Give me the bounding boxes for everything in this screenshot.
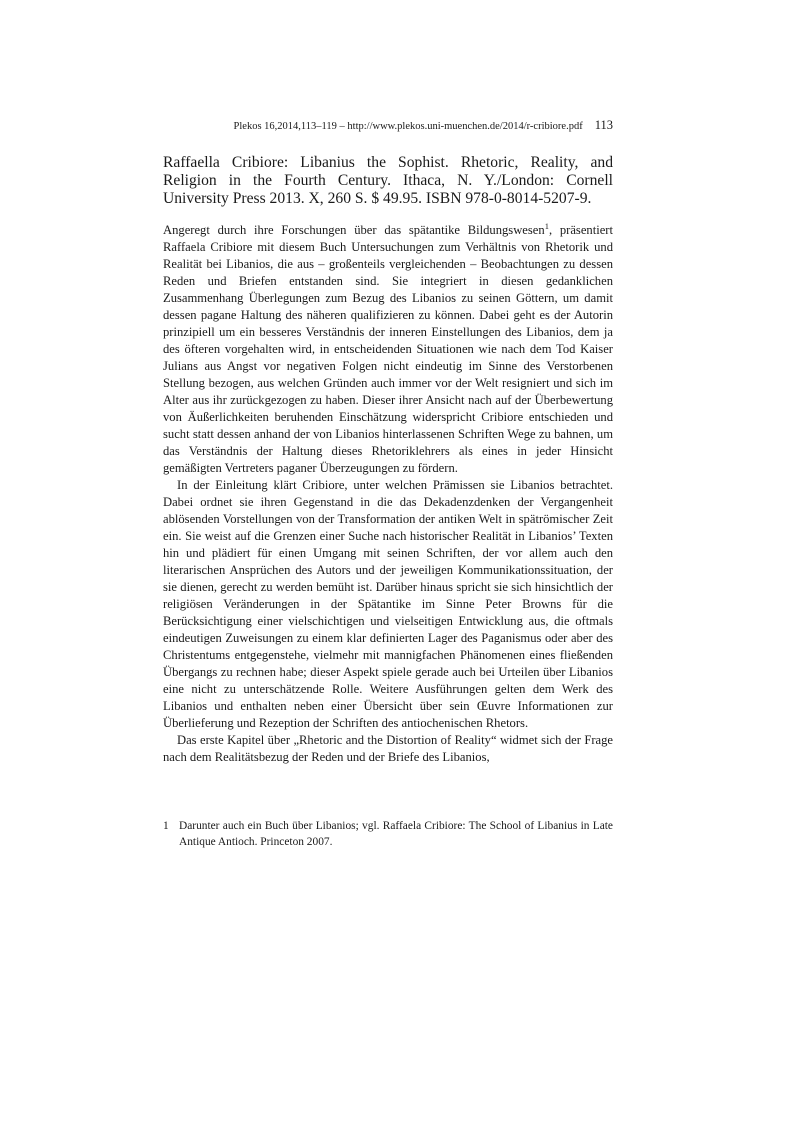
review-title: Raffaella Cribiore: Libanius the Sophist. Rhetoric, Reality, and Religion in the Fourth Century. Ithaca, N. Y./London: Cornell University Press 2013. X, 260 S. $ 49.95. ISBN 978-0-8014-5207-9. <box>163 154 613 207</box>
paragraph-3: Das erste Kapitel über „Rhetoric and the Distortion of Reality“ widmet sich der Frage nach dem Realitätsbezug der Reden und der Briefe des Libanios, <box>163 733 613 764</box>
footnote <box>163 818 613 850</box>
review-body <box>163 222 613 766</box>
paragraph-1-text-a: Angeregt durch ihre Forschungen über das spätantike Bildungswesen <box>163 223 545 237</box>
footnote-text: Darunter auch ein Buch über Libanios; vgl. Raffaela Cribiore: The School of Libanius in Late Antique Antioch. Princeton 2007. <box>179 820 613 848</box>
paragraph-1-text-b: , präsentiert Raffaela Cribiore mit diesem Buch Untersuchungen zum Verhältnis von Rhetorik und Realität bei Libanios, die aus – großenteils vergleichenden – Beobachtungen zu dessen Reden und Briefen entstanden sind. Sie integriert in diesen gedanklichen Zusammenhang Überlegungen zum Bezug des Libanios zu seinen Göttern, um damit dessen pagane Haltung des näheren qualifizieren zu können. Dabei geht es der Autorin prinzipiell um ein besseres Verständnis der inneren Einstellungen des Libanios, dem ja des öfteren vorgehalten wird, in entscheidenden Situationen wie nach dem Tod Kaiser Julians aus Angst vor negativen Folgen nicht eindeutig im Sinne des Verstorbenen Stellung bezogen, aus welchen Gründen auch immer vor der Welt resigniert und sich im Alter aus ihr zurückgezogen zu haben. Dieser ihrer Ansicht nach auf der Überbewertung von Äußerlichkeiten beruhenden Einschätzung widerspricht Cribiore entschieden und sucht statt dessen anhand der von Libanios hinterlassenen Schriften Wege zu bahnen, um das Verständnis der Haltung dieses Rhetoriklehrers als eines in jeder Hinsicht gemäßigten Vertreters paganer Überzeugungen zu fördern. <box>163 223 613 475</box>
page-number: 113 <box>594 118 613 132</box>
citation-line: Plekos 16,2014,113–119 – http://www.plekos.uni-muenchen.de/2014/r-cribiore.pdf <box>233 121 583 132</box>
running-head <box>163 118 613 134</box>
footnote-reference[interactable]: 1 <box>544 220 549 231</box>
footnote-number: 1 <box>163 820 169 832</box>
paragraph-1 <box>163 222 613 477</box>
document-page <box>163 0 613 1131</box>
paragraph-2: In der Einleitung klärt Cribiore, unter welchen Prämissen sie Libanios betrachtet. Dabei ordnet sie ihren Gegenstand in die das Dekadenzdenken der Vergangenheit ablösenden Vorstellungen von der Transformation der antiken Welt in spätrömischer Zeit ein. Sie weist auf die Grenzen einer Suche nach historischer Realität in Libanios’ Texten hin und plädiert für einen Umgang mit seinen Schriften, der vor allem auch den literarischen Ansprüchen des Autors und der jeweiligen Kommunikationssituation, der sie dienen, gerecht zu werden bemüht ist. Darüber hinaus spricht sie sich hinsichtlich der religiösen Veränderungen in der Spätantike im Sinne Peter Browns für die Berücksichtigung einer vielschichtigen und vielseitigen Entwicklung aus, die oftmals eindeutigen Zuweisungen zu einem klar definierten Lager des Paganismus oder aber des Christentums entgegenstehe, vielmehr mit mannigfachen Phänomenen eines fließenden Übergangs zu rechnen habe; dieser Aspekt spiele gerade auch bei Urteilen über Libanios eine nicht zu unterschätzende Rolle. Weitere Ausführungen gelten dem Werk des Libanios und enthalten neben einer Übersicht über sein Œuvre Informationen zur Überlieferung und Rezeption der Schriften des antiochenischen Rhetors. <box>163 478 613 730</box>
